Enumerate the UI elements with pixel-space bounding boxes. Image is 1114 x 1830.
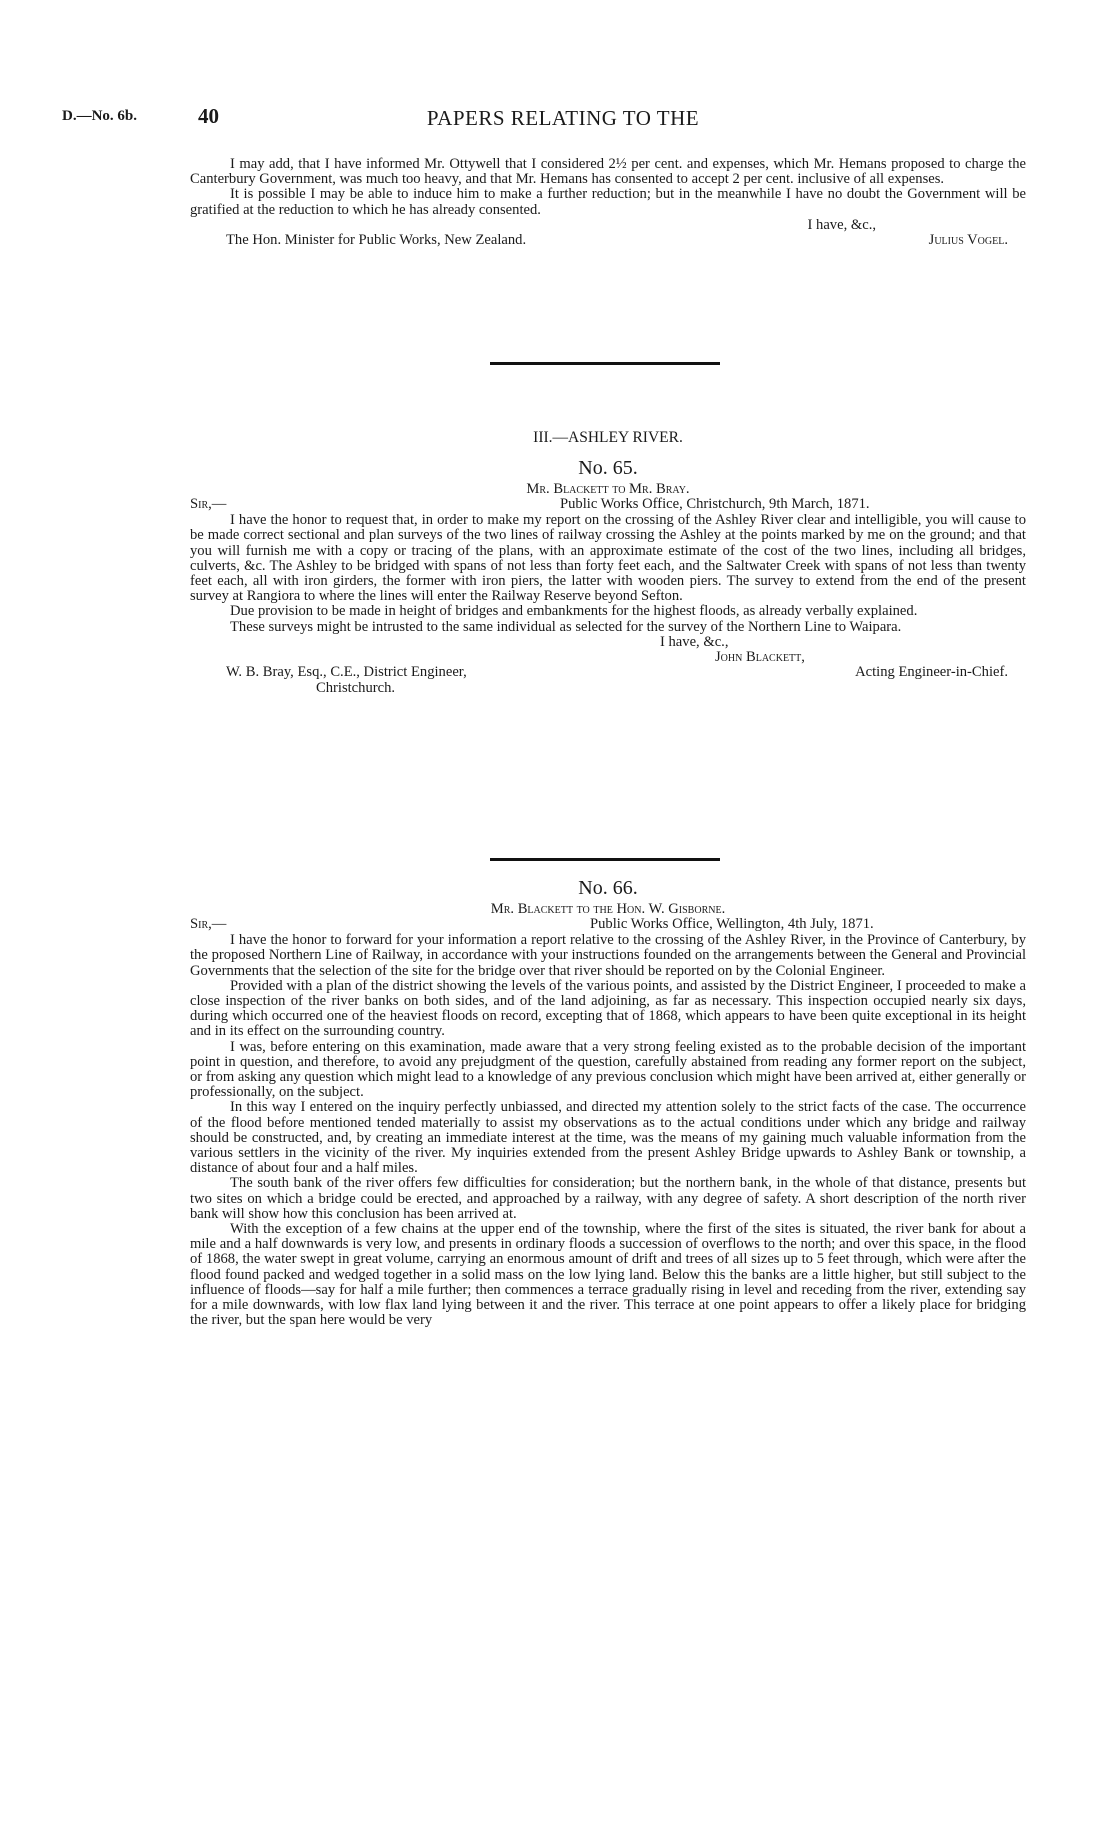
addressee-line-1: W. B. Bray, Esq., C.E., District Engineer, [226, 664, 467, 681]
paragraph: I may add, that I have informed Mr. Ottywell that I considered 2½ per cent. and expenses, which Mr. Hemans proposed to charge the Canterbury Government, was much too heavy, and that Mr. Hemans has consented to accept 2 per cent. inclusive of all expenses. [190, 156, 1026, 188]
section-divider [490, 858, 720, 861]
section-divider [490, 362, 720, 365]
salutation: Sir,— [190, 916, 227, 933]
letter-number: No. 65. [578, 457, 638, 479]
salutation: Sir,— [190, 496, 227, 513]
signature: Julius Vogel. [928, 232, 1008, 249]
letter-65 [190, 456, 1026, 697]
closing: I have, &c., [660, 633, 729, 650]
addressee-line-2: Christchurch. [316, 680, 396, 697]
signature-title: Acting Engineer-in-Chief. [855, 664, 1008, 681]
letter-64-tail [190, 157, 1026, 249]
paragraph: In this way I entered on the inquiry perfectly unbiassed, and directed my attention solely to the strict facts of the case. The occurrence of the flood before mentioned tended materially to assist my observations as to the actual conditions under which any bridge and railway should be constructed, and, by creating an immediate interest at the time, was the means of my gaining much valuable information from the various settlers in the vicinity of the river. My inquiries extended from the present Ashley Bridge upwards to Ashley Bank or township, a distance of about four and a half miles. [190, 1099, 1026, 1177]
document-reference: D.—No. 6b. [62, 108, 138, 124]
page-header [62, 106, 1024, 132]
paragraph: With the exception of a few chains at the upper end of the township, where the first of the sites is situated, the river bank for about a mile and a half downwards is very low, and presents in ordinary floods a succession of overflows to the north; and over this space, in the flood of 1868, the water swept in great volume, carrying an enormous amount of drift and trees of all sizes up to 5 feet through, which were after the flood found packed and wedged together in a solid mass on the low lying land. Below this the banks are a little higher, but still subject to the influence of floods—say for half a mile further; then commences a terrace gradually rising in level and receding from the river, extending say for a mile downwards, with low flax land lying between it and the river. This terrace at one point appears to offer a likely place for bridging the river, but the span here would be very [190, 1221, 1026, 1329]
letter-parties: Mr. Blackett to Mr. Bray. [526, 481, 690, 497]
letter-parties: Mr. Blackett to the Hon. W. Gisborne. [490, 901, 726, 917]
page-number: 40 [198, 104, 219, 128]
paragraph: Provided with a plan of the district showing the levels of the various points, and assisted by the District Engineer, I proceeded to make a close inspection of the river banks on both sides, and of the land adjoining, as far as necessary. This inspection occupied nearly six days, during which occurred one of the heaviest floods on record, excepting that of 1868, which appears to have been quite exceptional in its height and in its effect on the surrounding country. [190, 977, 1026, 1040]
paragraph: I was, before entering on this examination, made aware that a very strong feeling existed as to the probable decision of the important point in question, and therefore, to avoid any prejudgment of the question, carefully abstained from reading any former report on the subject, or from asking any question which might lead to a knowledge of any previous conclusion which might have been arrived at, either generally or professionally, on the subject. [190, 1038, 1026, 1101]
paragraph: I have the honor to forward for your information a report relative to the crossing of the Ashley River, in the Province of Canterbury, by the proposed Northern Line of Railway, in accordance with your instructions founded on the arrangements between the General and Provincial Governments that the selection of the site for the bridge over that river should be reported on by the Colonial Engineer. [190, 932, 1026, 979]
letter-number: No. 66. [578, 877, 638, 899]
section-title: III.—ASHLEY RIVER. [533, 429, 683, 446]
place-date: Public Works Office, Christchurch, 9th March, 1871. [560, 496, 870, 513]
running-title: PAPERS RELATING TO THE [426, 106, 700, 130]
closing: I have, &c., [807, 216, 876, 233]
place-date: Public Works Office, Wellington, 4th July, 1871. [590, 916, 874, 933]
paragraph: It is possible I may be able to induce him to make a further reduction; but in the meanwhile I have no doubt the Government will be gratified at the reduction to which he has already consented. [190, 186, 1026, 218]
addressee: The Hon. Minister for Public Works, New Zealand. [226, 232, 527, 249]
paragraph: The south bank of the river offers few difficulties for consideration; but the northern bank, in the whole of that distance, presents but two sites on which a bridge could be erected, and approached by a railway, with any degree of safety. A short description of the north river bank will show how this conclusion has been arrived at. [190, 1175, 1026, 1222]
paragraph: These surveys might be intrusted to the same individual as selected for the survey of the Northern Line to Waipara. [230, 618, 902, 635]
letter-66 [190, 876, 1026, 1328]
paragraph: I have the honor to request that, in order to make my report on the crossing of the Ashley River clear and intelligible, you will cause to be made correct sectional and plan surveys of the two lines of railway crossing the Ashley at the points marked by me on the ground; and that you will furnish me with a copy or tracing of the plans, with an approximate estimate of the cost of the two lines, including all bridges, culverts, &c. The Ashley to be bridged with spans of not less than forty feet each, and the Saltwater Creek with spans of not less than twenty feet each, all with iron girders, the former with iron piers, the latter with wooden piers. The survey to extend from the end of the present survey at Rangiora to where the lines will enter the Railway Reserve beyond Sefton. [190, 512, 1026, 605]
signature: John Blackett, [715, 649, 805, 666]
paragraph: Due provision to be made in height of bridges and embankments for the highest floods, as already verbally explained. [230, 603, 918, 620]
